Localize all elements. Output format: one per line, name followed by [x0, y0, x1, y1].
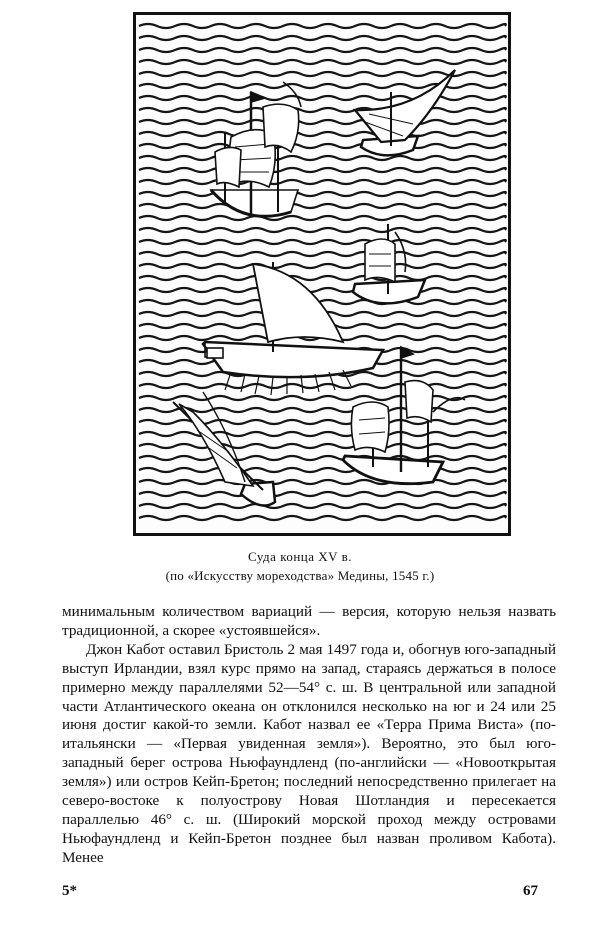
ships-woodcut-illustration [133, 12, 511, 536]
page-number: 67 [523, 883, 538, 899]
figure-caption [40, 547, 560, 585]
paragraph-continuation: минимальным количеством вариаций — версия, которую нельзя назвать традиционной, а скорее «устоявшейся». [62, 603, 556, 639]
page-body-text [62, 603, 556, 868]
ships-illustration-svg [133, 12, 511, 536]
paragraph-cabot-voyage: Джон Кабот оставил Бристоль 2 мая 1497 года и, обогнув юго-западный выступ Ирландии, взял курс прямо на запад, стараясь держаться в полосе примерно между параллелями 52—54° с. ш. В центральной или западной части Атлантического океана он отклонился несколько на юг и 24 или 25 июня достиг какой-то земли. Кабот назвал ее «Терра Прима Виста» (по-итальянски — «Первая увиденная земля»). Вероятно, это был юго-западный берег острова Ньюфаундленд (по-английски — «Новооткрытая земля») или остров Кейп-Бретон; последний непосредственно прилегает на северо-востоке к полуострову Новая Шотландия и пересекается параллелью 46° с. ш. (Широкий морской проход между островами Ньюфаундленд и Кейп-Бретон позднее был назван проливом Кабота). Менее [62, 640, 556, 866]
signature-mark: 5* [62, 883, 77, 899]
caption-source: (по «Искусству мореходства» Медины, 1545 г.) [165, 568, 435, 583]
caption-title: Суда конца XV в. [248, 549, 352, 564]
